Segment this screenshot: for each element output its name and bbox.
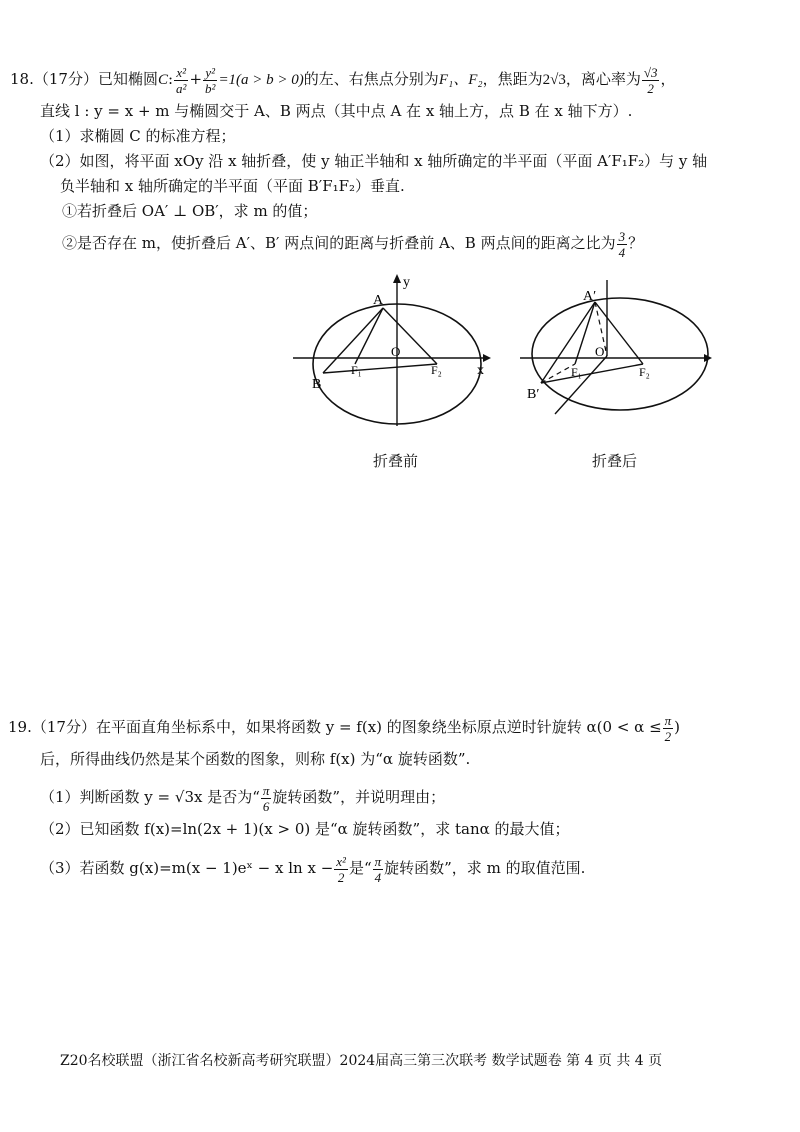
segment-A-B-after [541, 302, 595, 383]
q18-line1: 18.（17分）已知椭圆C: $\frac{\text{x²}}{\text{a²}}$ + $\frac{\text{y²}}{\text{b²}}$ =1(a > b > 0)的左、右焦点分别为F₁、F₂，焦距为2√3，离心率为 $\frac{√3}{2}$ ， [10, 64, 676, 96]
segment-A-F1-after [575, 302, 595, 364]
caption-after: 折叠后 [592, 452, 638, 470]
label-x: x [477, 363, 484, 378]
label-A: A [373, 293, 384, 308]
fraction-pi-over-4: $\frac{\pi}{4}$ [374, 853, 382, 885]
q19-number: 19. [8, 718, 32, 736]
label-F2: F₂ [431, 363, 442, 377]
label-y: y [403, 275, 410, 290]
q18-points: （17分） [33, 70, 98, 88]
label-O-prime: O′ [595, 344, 608, 359]
label-F2-after: F₂ [639, 365, 650, 379]
fraction-three-quarters: $\frac{3}{4}$ [618, 228, 626, 260]
q18-line2: 直线 l : y = x + m 与椭圆交于 A、B 两点（其中点 A 在 x 轴上方，点 B 在 x 轴下方）. [40, 102, 633, 120]
fraction-x2-over-2: $\frac{\text{x²}}{2}$ [336, 853, 346, 885]
label-F1-after: F₁ [571, 365, 582, 379]
segment-BF2 [323, 364, 437, 373]
q19-part3: （3）若函数 g(x)=m(x − 1)eˣ − x ln x − $\frac{\text{x²}}{2}$ 是“ $\frac{\pi}{4}$ 旋转函数”，求 m 的取值范围. [40, 853, 586, 885]
q18-number: 18. [10, 70, 34, 88]
segment-B-F2-after [541, 364, 643, 383]
q18-sub2: ②是否存在 m，使折叠后 A′、B′ 两点间的距离与折叠前 A、B 两点间的距离之比为 $\frac{3}{4}$ ？ [62, 228, 644, 260]
segment-AF1 [355, 308, 383, 364]
ellipse-after [532, 298, 708, 410]
fraction-x2-a2: $\frac{\text{x²}}{\text{a²}}$ [176, 64, 187, 96]
y-axis-arrow [393, 274, 401, 283]
label-B-prime: B′ [527, 387, 540, 402]
q19-line1: 19.（17分）在平面直角坐标系中，如果将函数 y = f(x) 的图象绕坐标原点逆时针旋转 α(0 < α ≤ $\frac{\pi}{2}$ ) [8, 712, 681, 744]
q18-part2-b: 负半轴和 x 轴所确定的半平面（平面 B′F₁F₂）垂直. [60, 177, 405, 195]
q18-sub1: ①若折叠后 OA′ ⊥ OB′，求 m 的值； [62, 202, 318, 220]
label-F1: F₁ [351, 363, 362, 377]
label-O: O [391, 344, 401, 359]
label-A-prime: A′ [583, 289, 597, 304]
fraction-y2-b2: $\frac{\text{y²}}{\text{b²}}$ [205, 64, 216, 96]
q19-points: （17分） [31, 718, 96, 736]
q19-part1: （1）判断函数 y = √3x 是否为“ $\frac{\pi}{6}$ 旋转函数”，并说明理由； [40, 782, 446, 814]
page-footer: Z20名校联盟（浙江省名校新高考研究联盟）2024届高三第三次联考 数学试题卷 第 4 页 共 4 页 [60, 1053, 663, 1069]
q18-part1: （1）求椭圆 C 的标准方程； [40, 127, 236, 145]
q19-part2: （2）已知函数 f(x)=ln(2x + 1)(x > 0) 是“α 旋转函数”，求 tanα 的最大值； [40, 820, 570, 838]
q19-line2: 后，所得曲线仍然是某个函数的图象，则称 f(x) 为“α 旋转函数”. [40, 750, 471, 768]
fraction-pi-over-6: $\frac{\pi}{6}$ [262, 782, 270, 814]
x-axis-arrow [483, 354, 491, 362]
caption-before: 折叠前 [373, 452, 419, 470]
figure-before-fold [285, 268, 505, 428]
fraction-pi-over-2: $\frac{\pi}{2}$ [664, 712, 672, 744]
q18-part2-a: （2）如图，将平面 xOy 沿 x 轴折叠，使 y 轴正半轴和 x 轴所确定的半平面（平面 A′F₁F₂）与 y 轴 [40, 152, 708, 170]
figure-after-fold [515, 268, 725, 428]
fraction-eccentricity: $\frac{√3}{2}$ [643, 64, 658, 96]
label-B: B [312, 377, 322, 392]
